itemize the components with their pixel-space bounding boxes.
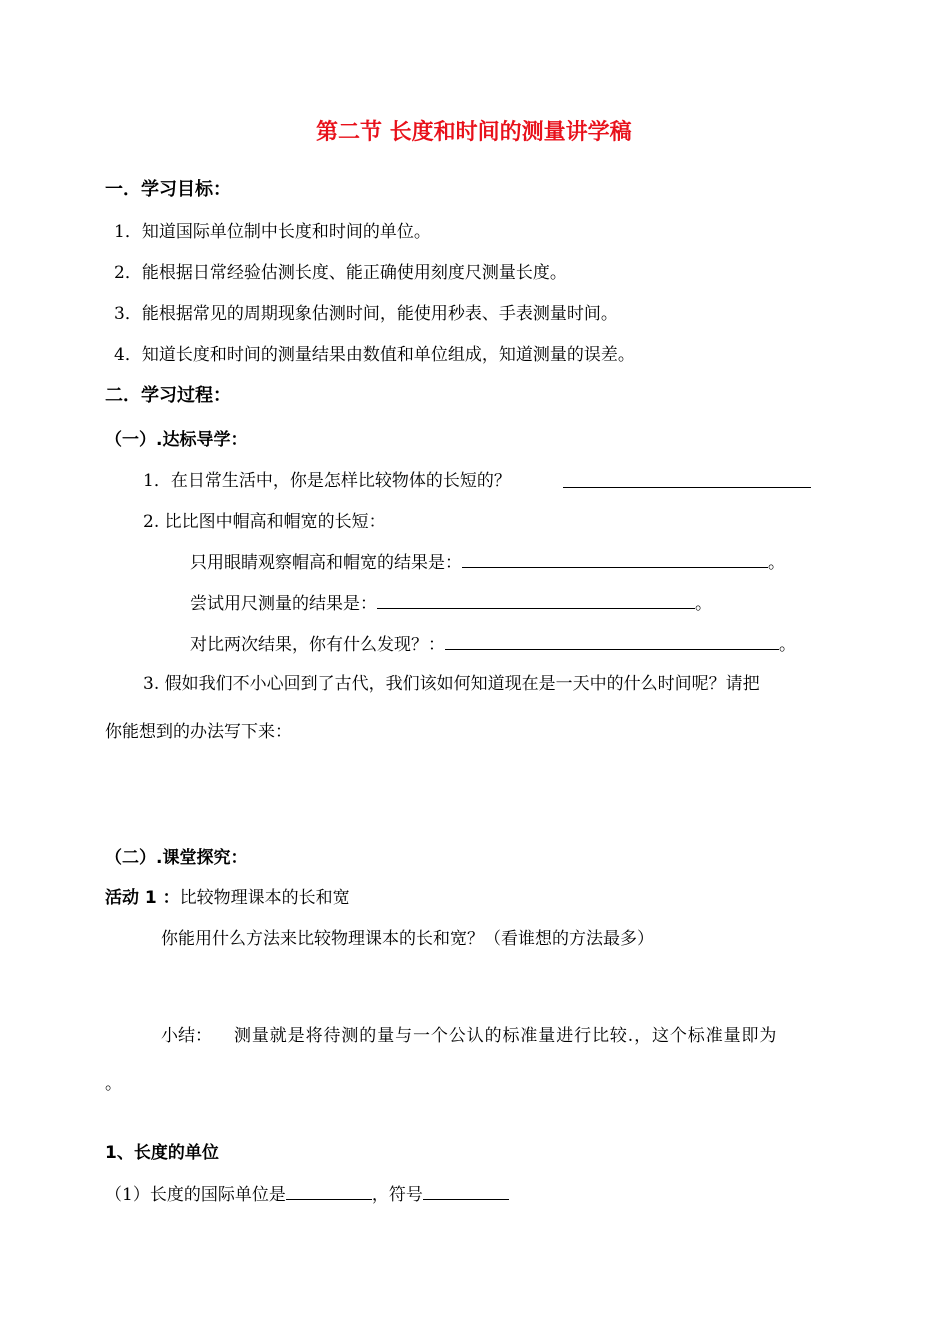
summary-end: 。 xyxy=(105,1074,122,1094)
goal-item-3: 3．能根据常见的周期现象估测时间，能使用秒表、手表测量时间。 xyxy=(114,304,618,324)
section-heading-goals: 一．学习目标： xyxy=(105,179,231,200)
answer-blank-symbol[interactable] xyxy=(423,1184,509,1200)
subsection-heading-guide: （一）.达标导学： xyxy=(105,430,248,450)
unit-heading: 1、长度的单位 xyxy=(105,1143,219,1163)
question-1 xyxy=(143,471,511,491)
subsection-heading-explore: （二）.课堂探究： xyxy=(105,848,248,868)
section-heading-process: 二．学习过程： xyxy=(105,385,231,406)
answer-blank-q2a[interactable] xyxy=(462,552,768,568)
answer-blank-q1[interactable] xyxy=(563,472,811,488)
activity-1 xyxy=(105,888,350,908)
question-2b xyxy=(190,593,712,614)
unit-item-1-prefix: （1）长度的国际单位是 xyxy=(105,1185,286,1205)
answer-blank-q2b[interactable] xyxy=(377,593,695,609)
question-1-text: 1．在日常生活中，你是怎样比较物体的长短的？ xyxy=(143,471,511,491)
period: 。 xyxy=(779,635,796,655)
question-2a-text: 只用眼睛观察帽高和帽宽的结果是： xyxy=(190,553,462,573)
summary-text: 测量就是将待测的量与一个公认的标准量进行比较.，这个标准量即为 xyxy=(234,1026,778,1046)
answer-blank-q2c[interactable] xyxy=(445,634,779,650)
goal-item-1: 1．知道国际单位制中长度和时间的单位。 xyxy=(114,222,431,242)
goal-item-4: 4．知道长度和时间的测量结果由数值和单位组成，知道测量的误差。 xyxy=(114,345,635,365)
activity-text: 比较物理课本的长和宽 xyxy=(179,888,350,908)
question-2a xyxy=(190,552,785,573)
question-2: 2. 比比图中帽高和帽宽的长短： xyxy=(143,512,386,532)
summary xyxy=(161,1026,777,1046)
unit-item-1 xyxy=(105,1184,509,1205)
activity-label: 活动 1 ： xyxy=(105,888,180,908)
period: 。 xyxy=(695,594,712,614)
period: 。 xyxy=(768,553,785,573)
summary-label: 小结： xyxy=(161,1026,212,1046)
question-2b-text: 尝试用尺测量的结果是： xyxy=(190,594,377,614)
goal-item-2: 2．能根据日常经验估测长度、能正确使用刻度尺测量长度。 xyxy=(114,263,567,283)
activity-question: 你能用什么方法来比较物理课本的长和宽？（看谁想的方法最多） xyxy=(161,929,654,949)
question-3-line-2: 你能想到的办法写下来： xyxy=(105,722,292,742)
unit-item-1-mid: ，符号 xyxy=(371,1185,423,1205)
question-2c xyxy=(190,634,796,655)
question-2c-text: 对比两次结果，你有什么发现？： xyxy=(190,635,445,655)
answer-blank-unit[interactable] xyxy=(286,1184,372,1200)
question-3-line-1: 3. 假如我们不小心回到了古代，我们该如何知道现在是一天中的什么时间呢？请把 xyxy=(143,674,760,694)
page-title: 第二节 长度和时间的测量讲学稿 xyxy=(316,120,632,145)
